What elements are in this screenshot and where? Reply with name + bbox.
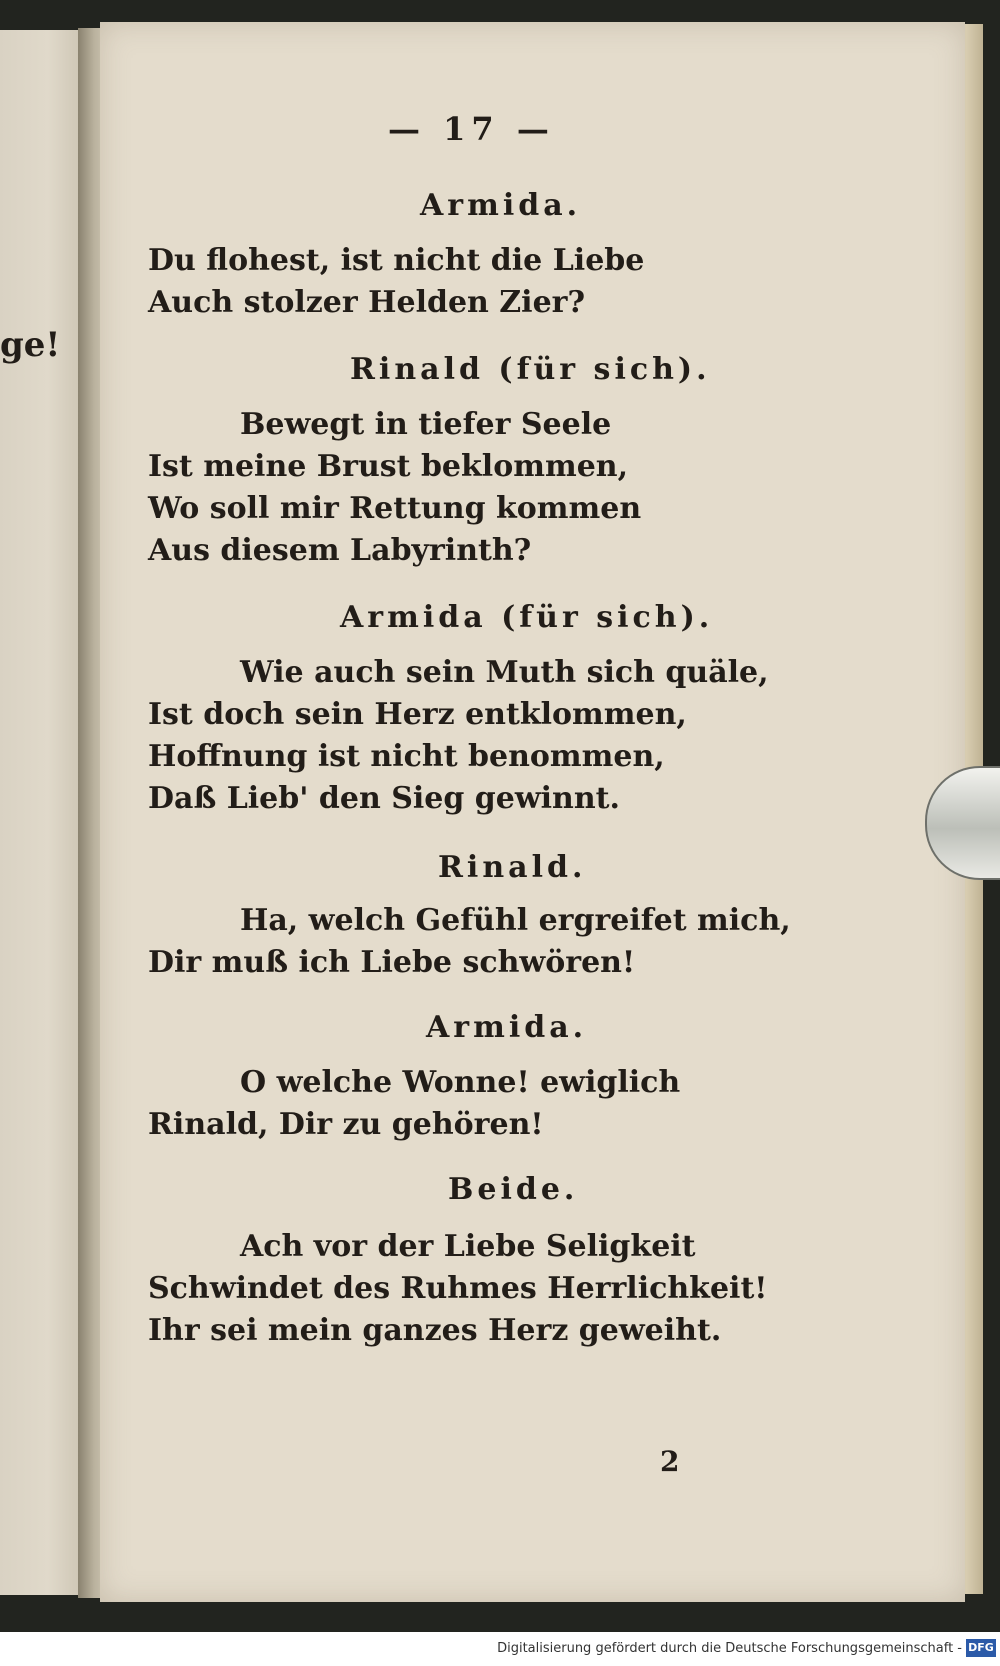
- verse-line: Ach vor der Liebe Seligkeit: [240, 1229, 696, 1264]
- verse-block: [148, 652, 769, 820]
- speaker-heading: Rinald.: [438, 850, 587, 885]
- funding-credit: Digitalisierung gefördert durch die Deutsche Forschungsgemeinschaft -: [497, 1641, 962, 1656]
- verse-line: Aus diesem Labyrinth?: [148, 533, 532, 568]
- verse-block: [148, 404, 641, 572]
- verse-line: Ist meine Brust beklommen,: [148, 449, 629, 484]
- verse-line: Ha, welch Gefühl ergreifet mich,: [240, 903, 791, 938]
- previous-page: [0, 30, 80, 1595]
- verse-line: Bewegt in tiefer Seele: [240, 407, 612, 442]
- verse-line: Ist doch sein Herz entklommen,: [148, 697, 687, 732]
- footer-bar: [0, 1632, 1000, 1666]
- verse-line: Du flohest, ist nicht die Liebe: [148, 243, 645, 278]
- verse-block: [148, 1062, 680, 1146]
- verse-line: Wie auch sein Muth sich quäle,: [240, 655, 769, 690]
- verse-block: [148, 900, 791, 984]
- speaker-heading: Armida.: [420, 188, 582, 223]
- verse-line: Rinald, Dir zu gehören!: [148, 1107, 544, 1142]
- verse-line: O welche Wonne! ewiglich: [240, 1065, 681, 1100]
- speaker-heading: Armida.: [426, 1010, 588, 1045]
- verse-block: [148, 240, 644, 324]
- signature-mark: 2: [660, 1445, 680, 1478]
- verse-block: [148, 1226, 767, 1352]
- verse-line: Ihr sei mein ganzes Herz geweiht.: [148, 1313, 722, 1348]
- previous-page-text: ge!: [0, 325, 61, 365]
- speaker-heading: Beide.: [448, 1172, 579, 1207]
- verse-line: Wo soll mir Rettung kommen: [148, 491, 642, 526]
- dfg-logo-icon: DFG: [966, 1639, 996, 1657]
- speaker-heading: Armida (für sich).: [340, 600, 714, 635]
- page-number: — 17 —: [388, 110, 555, 148]
- verse-line: Schwindet des Ruhmes Herrlichkeit!: [148, 1271, 768, 1306]
- verse-line: Auch stolzer Helden Zier?: [148, 285, 586, 320]
- verse-line: Dir muß ich Liebe schwören!: [148, 945, 636, 980]
- speaker-heading: Rinald (für sich).: [350, 352, 711, 387]
- verse-line: Hoffnung ist nicht benommen,: [148, 739, 665, 774]
- verse-line: Daß Lieb' den Sieg gewinnt.: [148, 781, 620, 816]
